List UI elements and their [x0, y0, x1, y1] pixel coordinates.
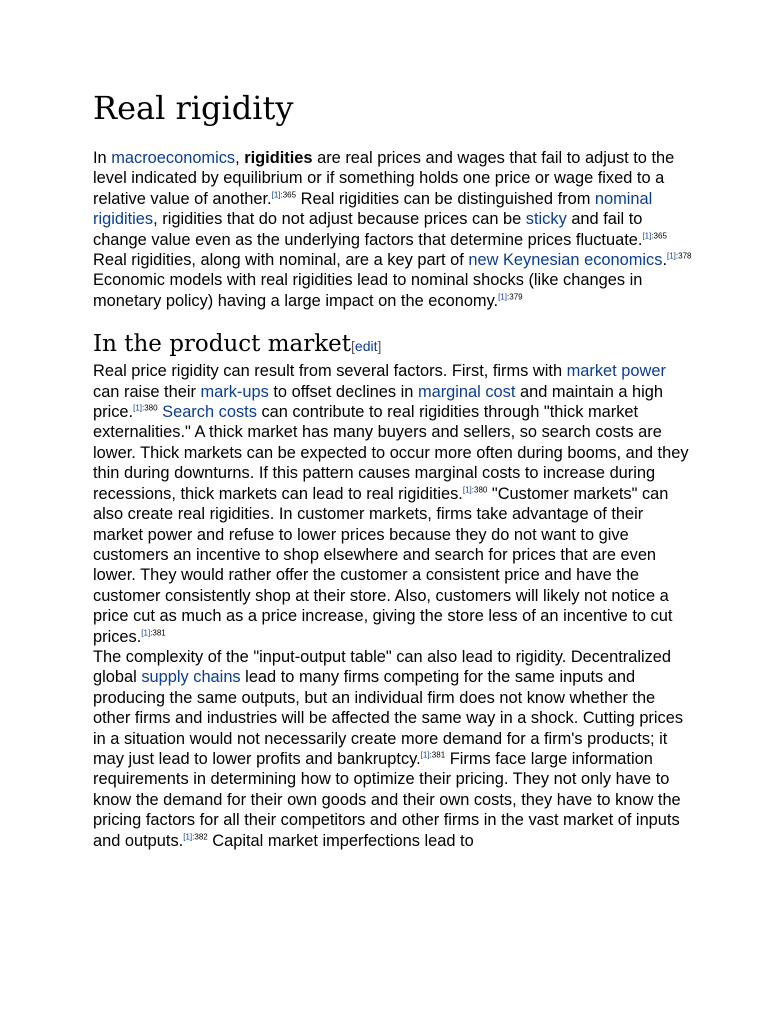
- link-macroeconomics[interactable]: macroeconomics: [111, 149, 236, 167]
- link-mark-ups[interactable]: mark-ups: [200, 382, 269, 401]
- edit-bracket-close: ]: [377, 338, 382, 355]
- citation-link[interactable]: [1]: [271, 190, 281, 200]
- bold-term-rigidities: rigidities: [244, 149, 313, 167]
- text: Real rigidities can be distinguished from: [296, 189, 595, 208]
- link-search-costs[interactable]: Search costs: [162, 403, 257, 422]
- citation-page: :380: [142, 403, 158, 413]
- edit-section: [351, 338, 381, 354]
- citation-page: :365: [651, 231, 667, 241]
- citation: [272, 190, 296, 199]
- link-sticky[interactable]: sticky: [525, 210, 567, 229]
- citation: [463, 485, 487, 494]
- edit-link[interactable]: edit: [354, 338, 378, 355]
- citation-page: :381: [150, 628, 166, 638]
- product-market-paragraph: [93, 361, 693, 647]
- page-title: Real rigidity: [93, 89, 294, 127]
- edit-bracket-open: [: [351, 338, 355, 355]
- citation-link[interactable]: [1]: [642, 231, 652, 241]
- text: lead to many firms competing for the same inputs and producing the same outputs, but an individual firm does not know whether the other firms and industries will be affected the same way in a shock. Cutting prices in a situation would not necessarily create more demand for a firm's products; it may just lead to lower profits and bankruptcy.: [93, 668, 684, 768]
- section-title: In the product market: [93, 331, 352, 358]
- citation: [141, 628, 165, 637]
- citation-link[interactable]: [1]: [183, 832, 193, 842]
- text: Real price rigidity can result from several factors. First, firms with: [93, 362, 567, 381]
- citation-link[interactable]: [1]: [667, 251, 676, 261]
- citation: [183, 832, 207, 841]
- citation-page: :365: [280, 190, 297, 200]
- citation: [421, 751, 445, 760]
- citation: [498, 292, 522, 301]
- text: Capital market imperfections lead to: [207, 831, 474, 850]
- article: [93, 86, 693, 851]
- text: can contribute to real rigidities through "thick market externalities." A thick market has many buyers and sellers, so search costs are lower. Thick markets can be expected to occur more often during booms, and they thin during downturns. If this pattern causes marginal costs to increase during recessions, thick markets can lead to real rigidities.: [93, 403, 689, 503]
- text: to offset declines in: [268, 382, 418, 401]
- text: can raise their: [93, 382, 201, 401]
- intro-paragraph: [93, 148, 693, 311]
- citation-page: :382: [192, 832, 208, 842]
- citation-page: :381: [429, 750, 446, 760]
- link-market-power[interactable]: market power: [566, 362, 666, 381]
- link-new-keynesian-economics[interactable]: new Keynesian economics: [468, 251, 663, 270]
- text: are real prices and wages that fail to adjust to the level indicated by equilibrium or if something holds one price or wage fixed to a relative value of another.: [93, 149, 675, 208]
- text: Firms face large information requirements in determining how to optimize their pricing. They not only have to know the demand for their own goods and their own costs, they have to know the pricing factors for all their competitors and other firms in the vast market of inputs and outputs.: [93, 749, 681, 850]
- text: The complexity of the "input-output table" can also lead to rigidity. Decentralized global: [93, 647, 672, 687]
- input-output-paragraph: [93, 647, 693, 851]
- text: Real rigidities, along with nominal, are a key part of: [93, 251, 469, 270]
- section-heading: [93, 329, 693, 361]
- text: .: [662, 251, 667, 270]
- link-nominal-rigidities[interactable]: nominal rigidities: [93, 189, 653, 229]
- citation: [642, 231, 666, 240]
- link-marginal-cost[interactable]: marginal cost: [417, 382, 516, 401]
- citation-link[interactable]: [1]: [133, 403, 142, 413]
- citation-page: :379: [507, 292, 523, 302]
- text: and fail to change value even as the underlying factors that determine prices fluctuate.: [93, 210, 643, 249]
- citation-page: :380: [471, 485, 488, 495]
- citation-link[interactable]: [1]: [141, 628, 151, 638]
- text: Economic models with real rigidities lead to nominal shocks (like changes in monetary policy) having a large impact on the economy.: [93, 271, 643, 310]
- text: , rigidities that do not adjust because prices can be: [153, 210, 526, 229]
- text: ,: [235, 149, 245, 167]
- citation: [133, 404, 157, 413]
- text: and maintain a high price.: [93, 382, 664, 422]
- citation-link[interactable]: [1]: [498, 292, 508, 302]
- text: "Customer markets" can also create real rigidities. In customer markets, firms take advantage of their market power and refuse to lower prices because they do not want to give customers an incentive to shop elsewhere and search for prices that are even lower. They would rather offer the customer a consistent price and have the customer consistently shop at their store. Also, customers will likely not notice a price cut as much as a price increase, giving the store less of an incentive to cut prices.: [93, 484, 673, 646]
- citation-link[interactable]: [1]: [420, 750, 430, 760]
- citation-page: :378: [675, 251, 692, 261]
- citation-link[interactable]: [1]: [462, 485, 472, 495]
- text: In: [93, 149, 112, 167]
- link-supply-chains[interactable]: supply chains: [141, 668, 241, 687]
- citation: [667, 252, 691, 261]
